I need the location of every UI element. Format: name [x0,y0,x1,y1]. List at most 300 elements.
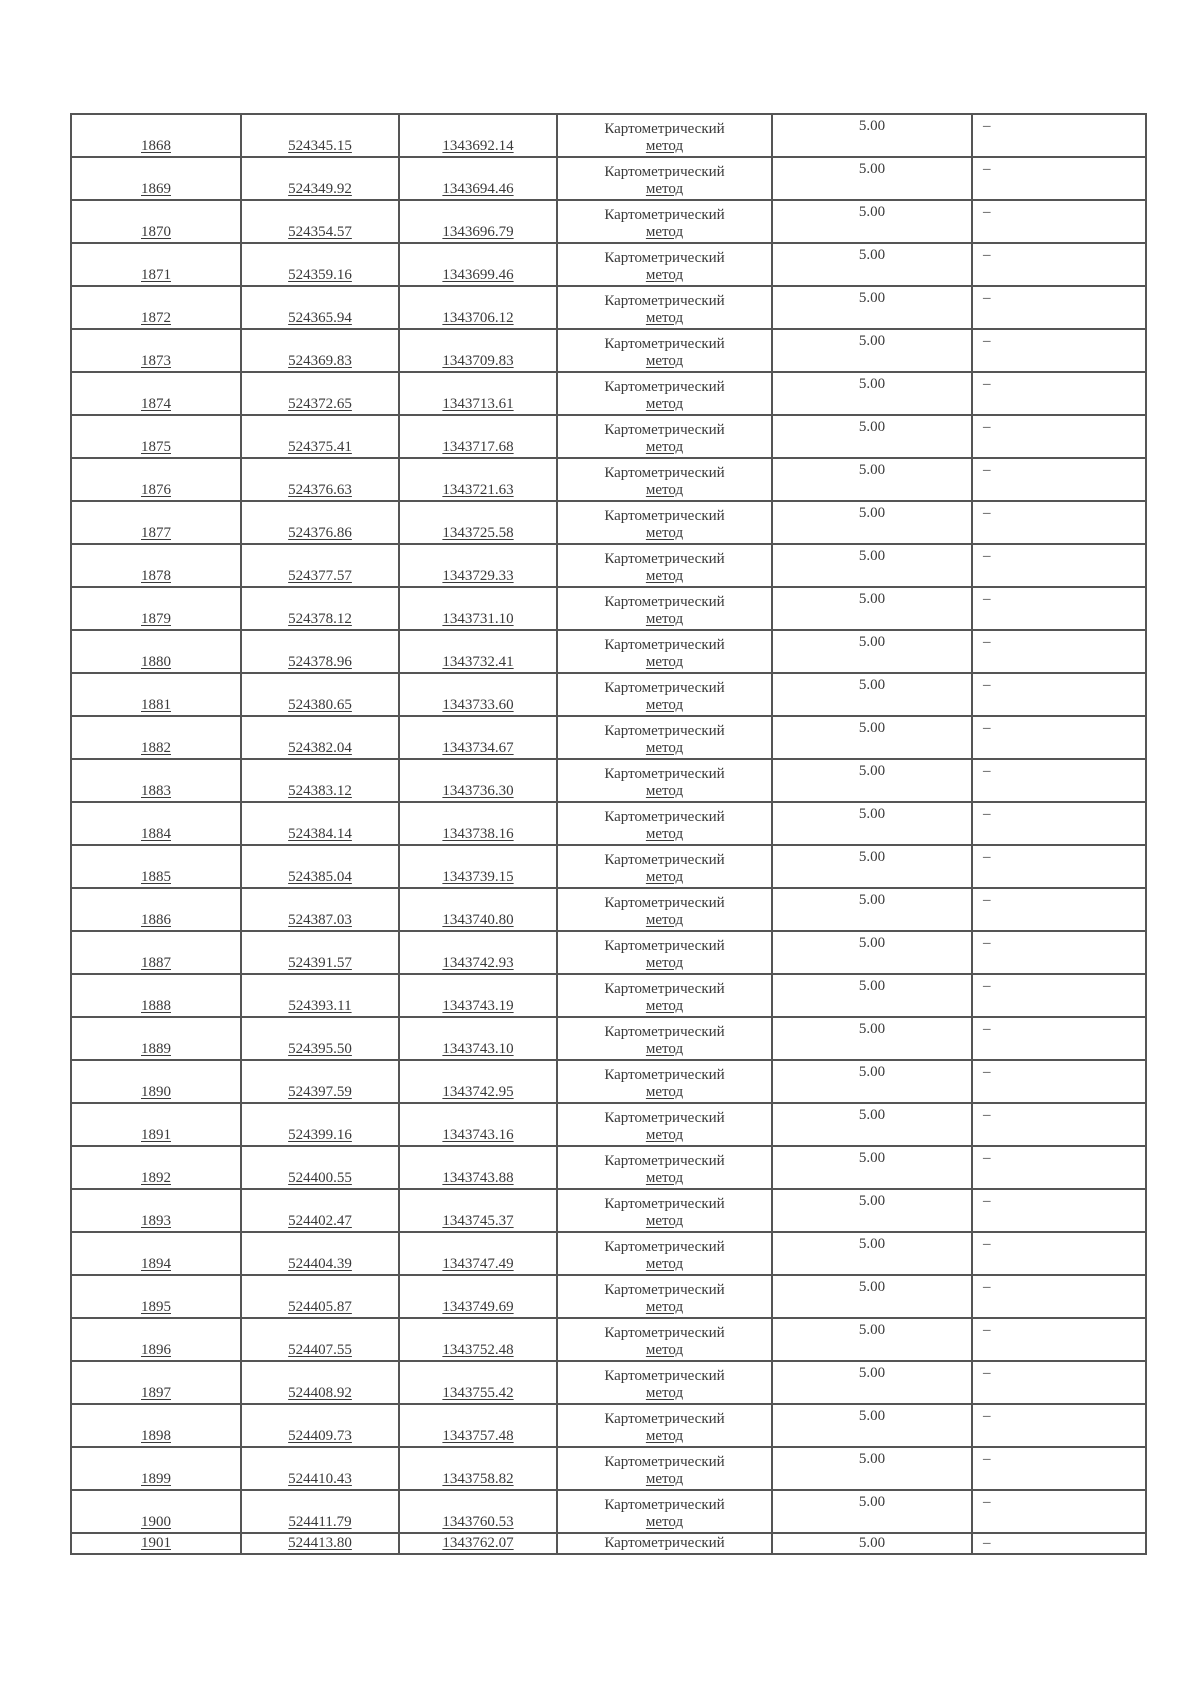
table-row [71,587,1146,630]
description-cell: – [972,845,1146,888]
y-coordinate-cell: 1343749.69 [399,1275,557,1318]
point-number-cell: 1881 [71,673,241,716]
table-row [71,974,1146,1017]
x-coordinate-cell: 524400.55 [241,1146,399,1189]
accuracy-cell: 5.00 [772,243,972,286]
method-label-line2: метод [645,1471,684,1487]
description-cell: – [972,974,1146,1017]
method-cell [557,200,772,243]
accuracy-cell: 5.00 [772,458,972,501]
table-row [71,1490,1146,1533]
accuracy-cell: 5.00 [772,1189,972,1232]
table-row [71,1361,1146,1404]
y-coordinate-cell: 1343755.42 [399,1361,557,1404]
point-number-cell: 1879 [71,587,241,630]
point-number-cell: 1889 [71,1017,241,1060]
method-cell [557,931,772,974]
y-coordinate-cell: 1343733.60 [399,673,557,716]
point-number-cell: 1888 [71,974,241,1017]
table-row [71,1404,1146,1447]
method-cell [557,286,772,329]
method-cell [557,1103,772,1146]
point-number-cell: 1897 [71,1361,241,1404]
table-row [71,1447,1146,1490]
method-label-line1: Картометрический [604,121,725,137]
table-row [71,673,1146,716]
y-coordinate-cell: 1343760.53 [399,1490,557,1533]
y-coordinate-cell: 1343743.88 [399,1146,557,1189]
table-row [71,286,1146,329]
method-label-line1: Картометрический [604,1325,725,1341]
method-cell [557,329,772,372]
point-number-cell: 1878 [71,544,241,587]
method-cell [557,1361,772,1404]
method-label-line1: Картометрический [604,1110,725,1126]
point-number-cell: 1874 [71,372,241,415]
y-coordinate-cell: 1343692.14 [399,114,557,157]
method-label-line2: метод [645,998,684,1014]
y-coordinate-cell: 1343742.95 [399,1060,557,1103]
description-cell: – [972,243,1146,286]
description-cell: – [972,501,1146,544]
method-label-line1: Картометрический [604,1067,725,1083]
method-label-line2: метод [645,181,684,197]
method-label-line2: метод [645,1213,684,1229]
point-number-cell: 1886 [71,888,241,931]
method-label-line1: Картометрический [604,551,725,567]
method-cell [557,458,772,501]
method-label-line1: Картометрический [604,422,725,438]
x-coordinate-cell: 524405.87 [241,1275,399,1318]
table-row [71,200,1146,243]
x-coordinate-cell: 524378.12 [241,587,399,630]
x-coordinate-cell: 524397.59 [241,1060,399,1103]
method-label-line2: метод [645,1342,684,1358]
method-label-line2: метод [645,697,684,713]
point-number-cell: 1894 [71,1232,241,1275]
x-coordinate-cell: 524399.16 [241,1103,399,1146]
description-cell: – [972,372,1146,415]
method-label-line2: метод [645,1299,684,1315]
accuracy-cell: 5.00 [772,1318,972,1361]
x-coordinate-cell: 524378.96 [241,630,399,673]
description-cell: – [972,329,1146,372]
accuracy-cell: 5.00 [772,1232,972,1275]
description-cell: – [972,1060,1146,1103]
table-row [71,888,1146,931]
y-coordinate-cell: 1343752.48 [399,1318,557,1361]
x-coordinate-cell: 524377.57 [241,544,399,587]
y-coordinate-cell: 1343706.12 [399,286,557,329]
point-number-cell: 1884 [71,802,241,845]
point-number-cell: 1871 [71,243,241,286]
x-coordinate-cell: 524408.92 [241,1361,399,1404]
table-row [71,415,1146,458]
method-cell: Картометрический [557,1533,772,1554]
method-label-line2: метод [645,310,684,326]
table-row [71,1103,1146,1146]
method-label-line1: Картометрический [604,379,725,395]
method-label-line2: метод [645,1084,684,1100]
y-coordinate-cell: 1343745.37 [399,1189,557,1232]
x-coordinate-cell: 524345.15 [241,114,399,157]
y-coordinate-cell: 1343740.80 [399,888,557,931]
table-row [71,1275,1146,1318]
description-cell: – [972,458,1146,501]
method-cell [557,1232,772,1275]
method-label-line1: Картометрический [604,293,725,309]
point-number-cell: 1868 [71,114,241,157]
description-cell: – [972,802,1146,845]
table-row [71,114,1146,157]
method-cell [557,587,772,630]
x-coordinate-cell: 524365.94 [241,286,399,329]
accuracy-cell: 5.00 [772,716,972,759]
x-coordinate-cell: 524359.16 [241,243,399,286]
method-cell [557,716,772,759]
method-cell [557,673,772,716]
description-cell: – [972,630,1146,673]
description-cell: – [972,544,1146,587]
description-cell: – [972,759,1146,802]
point-number-cell: 1887 [71,931,241,974]
method-label-line1: Картометрический [604,1368,725,1384]
method-label-line2: метод [645,396,684,412]
y-coordinate-cell: 1343743.10 [399,1017,557,1060]
table-row [71,501,1146,544]
x-coordinate-cell: 524385.04 [241,845,399,888]
method-label-line2: метод [645,1127,684,1143]
point-number-cell: 1895 [71,1275,241,1318]
accuracy-cell: 5.00 [772,1275,972,1318]
description-cell: – [972,1232,1146,1275]
x-coordinate-cell: 524391.57 [241,931,399,974]
y-coordinate-cell: 1343731.10 [399,587,557,630]
description-cell: – [972,1361,1146,1404]
accuracy-cell: 5.00 [772,1361,972,1404]
coordinates-table [70,113,1147,1555]
y-coordinate-cell: 1343757.48 [399,1404,557,1447]
method-label-line1: Картометрический [604,1239,725,1255]
y-coordinate-cell: 1343747.49 [399,1232,557,1275]
method-label-line1: Картометрический [604,938,725,954]
method-cell [557,1146,772,1189]
method-cell [557,1447,772,1490]
description-cell: – [972,114,1146,157]
description-cell: – [972,587,1146,630]
x-coordinate-cell: 524410.43 [241,1447,399,1490]
y-coordinate-cell: 1343742.93 [399,931,557,974]
method-label-line1: Картометрический [604,1454,725,1470]
x-coordinate-cell: 524376.86 [241,501,399,544]
x-coordinate-cell: 524404.39 [241,1232,399,1275]
point-number-cell: 1892 [71,1146,241,1189]
accuracy-cell: 5.00 [772,1404,972,1447]
table-row [71,1146,1146,1189]
x-coordinate-cell: 524393.11 [241,974,399,1017]
point-number-cell: 1882 [71,716,241,759]
accuracy-cell: 5.00 [772,888,972,931]
x-coordinate-cell: 524380.65 [241,673,399,716]
method-label-line2: метод [645,740,684,756]
method-label-line2: метод [645,654,684,670]
point-number-cell: 1873 [71,329,241,372]
method-label-line2: метод [645,955,684,971]
method-label-line1: Картометрический [604,723,725,739]
y-coordinate-cell: 1343738.16 [399,802,557,845]
point-number-cell: 1898 [71,1404,241,1447]
method-label-line2: метод [645,267,684,283]
y-coordinate-cell: 1343717.68 [399,415,557,458]
method-label-line1: Картометрический [604,207,725,223]
description-cell: – [972,1146,1146,1189]
description-cell: – [972,286,1146,329]
accuracy-cell: 5.00 [772,1447,972,1490]
point-number-cell: 1883 [71,759,241,802]
method-label-line2: метод [645,1385,684,1401]
point-number-cell: 1875 [71,415,241,458]
point-number-cell: 1901 [71,1533,241,1554]
method-label-line2: метод [645,1514,684,1530]
method-label-line1: Картометрический [604,852,725,868]
method-label-line2: метод [645,482,684,498]
description-cell: – [972,1318,1146,1361]
x-coordinate-cell: 524354.57 [241,200,399,243]
accuracy-cell: 5.00 [772,802,972,845]
accuracy-cell: 5.00 [772,931,972,974]
method-label-line1: Картометрический [604,1497,725,1513]
table-row [71,458,1146,501]
table-row [71,716,1146,759]
method-cell [557,1189,772,1232]
method-cell [557,1275,772,1318]
accuracy-cell: 5.00 [772,1017,972,1060]
method-label-line2: метод [645,138,684,154]
accuracy-cell: 5.00 [772,1146,972,1189]
point-number-cell: 1877 [71,501,241,544]
y-coordinate-cell: 1343743.19 [399,974,557,1017]
method-cell [557,1318,772,1361]
y-coordinate-cell: 1343729.33 [399,544,557,587]
accuracy-cell: 5.00 [772,329,972,372]
method-label-line2: метод [645,224,684,240]
method-label-line2: метод [645,353,684,369]
description-cell: – [972,1490,1146,1533]
x-coordinate-cell: 524387.03 [241,888,399,931]
accuracy-cell: 5.00 [772,845,972,888]
method-cell [557,243,772,286]
method-label-line1: Картометрический [604,465,725,481]
method-label-line1: Картометрический [604,766,725,782]
method-label-line2: метод [645,826,684,842]
accuracy-cell: 5.00 [772,501,972,544]
method-label-line1: Картометрический [604,1411,725,1427]
x-coordinate-cell: 524349.92 [241,157,399,200]
method-label-line2: метод [645,1041,684,1057]
accuracy-cell: 5.00 [772,415,972,458]
table-row [71,1017,1146,1060]
description-cell: – [972,931,1146,974]
y-coordinate-cell: 1343736.30 [399,759,557,802]
description-cell: – [972,1189,1146,1232]
table-body [71,114,1146,1554]
x-coordinate-cell: 524372.65 [241,372,399,415]
table-row [71,1189,1146,1232]
point-number-cell: 1870 [71,200,241,243]
method-cell [557,974,772,1017]
y-coordinate-cell: 1343732.41 [399,630,557,673]
point-number-cell: 1876 [71,458,241,501]
method-label-line2: метод [645,525,684,541]
accuracy-cell: 5.00 [772,974,972,1017]
method-cell [557,114,772,157]
accuracy-cell: 5.00 [772,286,972,329]
x-coordinate-cell: 524375.41 [241,415,399,458]
method-label-line1: Картометрический [604,336,725,352]
table-row [71,931,1146,974]
table-row [71,243,1146,286]
description-cell: – [972,716,1146,759]
point-number-cell: 1900 [71,1490,241,1533]
y-coordinate-cell: 1343699.46 [399,243,557,286]
method-label-line2: метод [645,611,684,627]
method-cell [557,1490,772,1533]
x-coordinate-cell: 524395.50 [241,1017,399,1060]
y-coordinate-cell: 1343758.82 [399,1447,557,1490]
table-row [71,759,1146,802]
accuracy-cell: 5.00 [772,544,972,587]
y-coordinate-cell: 1343762.07 [399,1533,557,1554]
method-cell [557,1404,772,1447]
method-label-line1: Картометрический [604,680,725,696]
point-number-cell: 1869 [71,157,241,200]
method-label-line1: Картометрический [604,895,725,911]
description-cell: – [972,1275,1146,1318]
method-label-line1: Картометрический [604,809,725,825]
description-cell: – [972,888,1146,931]
description-cell: – [972,1103,1146,1146]
method-label-line2: метод [645,1256,684,1272]
method-label-line1: Картометрический [604,508,725,524]
method-cell [557,1060,772,1103]
point-number-cell: 1872 [71,286,241,329]
x-coordinate-cell: 524411.79 [241,1490,399,1533]
accuracy-cell: 5.00 [772,587,972,630]
table-row [71,544,1146,587]
x-coordinate-cell: 524413.80 [241,1533,399,1554]
method-label-line1: Картометрический [604,1282,725,1298]
method-label-line1: Картометрический [604,250,725,266]
point-number-cell: 1896 [71,1318,241,1361]
table-row [71,1318,1146,1361]
point-number-cell: 1880 [71,630,241,673]
accuracy-cell: 5.00 [772,1490,972,1533]
y-coordinate-cell: 1343725.58 [399,501,557,544]
method-cell [557,415,772,458]
point-number-cell: 1891 [71,1103,241,1146]
method-cell [557,802,772,845]
description-cell: – [972,415,1146,458]
method-label-line2: метод [645,1170,684,1186]
accuracy-cell: 5.00 [772,1533,972,1554]
description-cell: – [972,1533,1146,1554]
method-label-line1: Картометрический [604,1153,725,1169]
description-cell: – [972,1447,1146,1490]
table-row [71,157,1146,200]
method-label-line1: Картометрический [604,164,725,180]
y-coordinate-cell: 1343694.46 [399,157,557,200]
description-cell: – [972,1017,1146,1060]
table-row [71,630,1146,673]
description-cell: – [972,200,1146,243]
method-cell [557,888,772,931]
point-number-cell: 1885 [71,845,241,888]
table-row-last [71,1533,1146,1554]
accuracy-cell: 5.00 [772,673,972,716]
point-number-cell: 1899 [71,1447,241,1490]
accuracy-cell: 5.00 [772,372,972,415]
description-cell: – [972,673,1146,716]
y-coordinate-cell: 1343739.15 [399,845,557,888]
method-label-line1: Картометрический [604,637,725,653]
accuracy-cell: 5.00 [772,200,972,243]
y-coordinate-cell: 1343709.83 [399,329,557,372]
method-cell [557,157,772,200]
method-label-line1: Картометрический [604,594,725,610]
table-row [71,329,1146,372]
description-cell: – [972,157,1146,200]
description-cell: – [972,1404,1146,1447]
accuracy-cell: 5.00 [772,1060,972,1103]
accuracy-cell: 5.00 [772,1103,972,1146]
accuracy-cell: 5.00 [772,157,972,200]
table-row [71,372,1146,415]
table-row [71,1232,1146,1275]
method-cell [557,630,772,673]
table-row [71,802,1146,845]
method-label-line2: метод [645,439,684,455]
method-label-line1: Картометрический [604,1024,725,1040]
x-coordinate-cell: 524383.12 [241,759,399,802]
method-label-line2: метод [645,1428,684,1444]
method-cell [557,845,772,888]
method-label-line2: метод [645,783,684,799]
accuracy-cell: 5.00 [772,630,972,673]
x-coordinate-cell: 524376.63 [241,458,399,501]
y-coordinate-cell: 1343713.61 [399,372,557,415]
method-cell [557,759,772,802]
method-cell [557,1017,772,1060]
method-label-line1: Картометрический [604,981,725,997]
method-label-line1: Картометрический [604,1196,725,1212]
method-label-line2: метод [645,912,684,928]
method-cell [557,544,772,587]
x-coordinate-cell: 524369.83 [241,329,399,372]
table-row [71,1060,1146,1103]
point-number-cell: 1890 [71,1060,241,1103]
method-label-line2: метод [645,568,684,584]
x-coordinate-cell: 524384.14 [241,802,399,845]
x-coordinate-cell: 524409.73 [241,1404,399,1447]
x-coordinate-cell: 524407.55 [241,1318,399,1361]
accuracy-cell: 5.00 [772,114,972,157]
method-label-line2: метод [645,869,684,885]
method-cell [557,372,772,415]
y-coordinate-cell: 1343743.16 [399,1103,557,1146]
x-coordinate-cell: 524402.47 [241,1189,399,1232]
method-cell [557,501,772,544]
x-coordinate-cell: 524382.04 [241,716,399,759]
